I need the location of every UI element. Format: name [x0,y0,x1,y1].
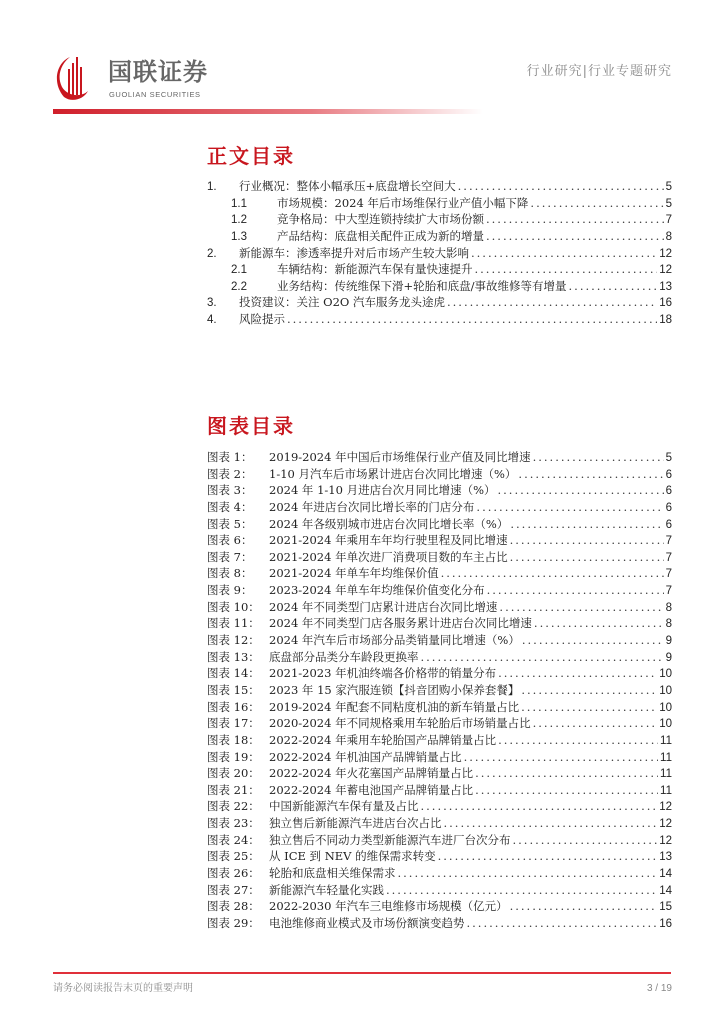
entry-title: 新能源汽车轻量化实践 [269,882,384,897]
entry-page: 16 [659,297,672,310]
dot-leader [464,749,658,765]
entry-page: 12 [659,818,672,831]
entry-number: 1.2 [231,214,247,227]
dot-leader [487,582,664,598]
entry-title: 2023 年 15 家汽服连锁【抖音团购小保养套餐】 [269,682,520,697]
dot-leader [498,665,657,681]
dot-leader [499,599,663,615]
toc-entry[interactable] [207,228,672,245]
entry-page: 6 [665,468,672,481]
entry-page: 7 [665,585,672,598]
dot-leader [476,499,663,515]
entry-page: 15 [659,901,672,914]
entry-number: 图表 19： [207,749,260,764]
figure-entry[interactable] [207,898,672,915]
entry-page: 6 [665,485,672,498]
entry-number: 图表 29： [207,915,260,930]
figure-entry[interactable] [207,565,672,582]
entry-page: 12 [659,801,672,814]
dot-leader [521,699,657,715]
dot-leader [458,178,664,194]
entry-title: 业务结构：传统维保下滑+轮胎和底盘/事故维修等有增量 [277,278,567,293]
entry-title: 从 ICE 到 NEV 的维保需求转变 [269,849,436,864]
toc-entry[interactable] [207,195,672,212]
entry-page: 12 [659,247,672,260]
footer-divider [53,972,671,974]
toc-entry[interactable] [207,178,672,195]
entry-page: 12 [659,834,672,847]
entry-title: 竞争格局：中大型连锁持续扩大市场份额 [277,212,484,227]
figure-entry[interactable] [207,865,672,882]
entry-number: 图表 7： [207,549,253,564]
entry-title: 2021-2024 年单次进厂消费项目数的车主占比 [269,549,508,564]
brand-name-en: GUOLIAN SECURITIES [109,90,201,99]
entry-title: 2021-2024 年乘用车年均行驶里程及同比增速 [269,533,508,548]
dot-leader [475,765,658,781]
entry-number: 4. [207,314,217,327]
dot-leader [533,449,664,465]
entry-title: 2024 年进店台次同比增长率的门店分布 [269,499,475,514]
entry-page: 18 [659,314,672,327]
entry-number: 图表 10： [207,599,260,614]
entry-title: 2021-2024 年单车年均维保价值 [269,566,439,581]
entry-number: 图表 21： [207,782,260,797]
entry-page: 8 [665,618,672,631]
toc-entry[interactable] [207,311,672,328]
entry-number: 图表 23： [207,816,260,831]
entry-page: 7 [665,568,672,581]
figure-entry[interactable] [207,466,672,483]
dot-leader [438,848,658,864]
entry-number: 图表 20： [207,766,260,781]
entry-page: 5 [665,197,672,210]
entry-number: 2.1 [231,264,247,277]
entry-number: 图表 3： [207,483,253,498]
entry-number: 1. [207,181,217,193]
entry-number: 图表 26： [207,866,260,881]
entry-title: 2024 年不同类型门店累计进店台次同比增速 [269,599,498,614]
toc-entry[interactable] [207,294,672,311]
entry-title: 2022-2024 年火花塞国产品牌销量占比 [269,766,474,781]
entry-page: 9 [665,651,672,664]
figure-entry[interactable] [207,615,672,632]
entry-number: 3. [207,297,217,310]
entry-page: 6 [665,518,672,531]
entry-number: 图表 27： [207,882,260,897]
figure-entry[interactable] [207,915,672,932]
dot-leader [530,195,663,211]
entry-title: 产品结构：底盘相关配件正成为新的增量 [277,228,484,243]
figure-entry[interactable] [207,715,672,732]
entry-number: 图表 8： [207,566,253,581]
entry-page: 6 [665,501,672,514]
dot-leader [534,615,664,631]
figure-entry[interactable] [207,549,672,566]
entry-title: 2024 年 1-10 月进店台次月同比增速（%） [269,483,496,498]
entry-title: 风险提示 [239,312,285,327]
entry-title: 2022-2024 年乘用车轮胎国产品牌销量占比 [269,732,497,747]
entry-title: 独立售后不同动力类型新能源汽车进厂台次分布 [269,832,511,847]
dot-leader [513,832,658,848]
entry-title: 2019-2024 年中国后市场维保行业产值及同比增速 [269,450,531,464]
entry-title: 电池维修商业模式及市场份额演变趋势 [269,915,465,930]
figure-entry[interactable] [207,749,672,766]
dot-leader [510,516,663,532]
entry-number: 2.2 [231,280,247,293]
figure-entry[interactable] [207,699,672,716]
figure-entry[interactable] [207,848,672,865]
entry-number: 图表 25： [207,849,260,864]
entry-page: 11 [660,768,672,781]
toc-entry[interactable] [207,278,672,295]
figure-entry[interactable] [207,732,672,749]
toc-entry[interactable] [207,211,672,228]
figure-entry[interactable] [207,782,672,799]
entry-title: 2024 年不同类型门店各服务累计进店台次同比增速 [269,616,532,631]
dot-leader [287,311,657,327]
entry-page: 11 [660,784,672,797]
dot-leader [386,882,657,898]
entry-title: 轮胎和底盘相关维保需求 [269,866,396,881]
entry-page: 7 [665,551,672,564]
dot-leader [510,898,658,914]
entry-page: 12 [659,264,672,277]
entry-number: 图表 4： [207,499,253,514]
dot-leader [510,532,664,548]
entry-number: 图表 12： [207,633,260,648]
entry-number: 图表 28： [207,899,260,914]
entry-title: 2021-2023 年机油终端各价格带的销量分布 [269,666,497,681]
entry-page: 11 [660,734,672,747]
toc-entry[interactable] [207,261,672,278]
dot-leader [421,649,664,665]
figure-entry[interactable] [207,665,672,682]
figure-entry[interactable] [207,582,672,599]
entry-page: 13 [659,280,672,293]
entry-title: 新能源车：渗透率提升对后市场产生较大影响 [239,245,469,260]
brand-name: 国联证券 [108,58,208,86]
figure-entry[interactable] [207,882,672,899]
figure-entry[interactable] [207,499,672,516]
entry-page: 9 [665,635,672,648]
entry-page: 10 [659,701,672,714]
entry-title: 车辆结构：新能源汽车保有量快速提升 [277,262,473,277]
dot-leader [498,732,658,748]
entry-page: 16 [659,917,672,930]
entry-number: 图表 6： [207,533,253,548]
entry-number: 图表 9： [207,583,253,598]
entry-number: 1.3 [231,230,247,243]
page-number: 3 / 19 [646,983,672,994]
dot-leader [447,294,657,310]
entry-title: 底盘部分品类分车龄段更换率 [269,649,419,664]
figure-entry[interactable] [207,832,672,849]
dot-leader [475,261,658,277]
dot-leader [486,228,664,244]
entry-title: 2024 年各级别城市进店台次同比增长率（%） [269,516,509,531]
figures-list [207,449,672,932]
entry-page: 5 [665,181,672,193]
toc-list [207,178,672,328]
toc-entry[interactable] [207,245,672,262]
entry-number: 1.1 [231,197,247,210]
entry-title: 2020-2024 年不同规格乘用车轮胎后市场销量占比 [269,716,531,731]
footer-disclaimer: 请务必阅读报告末页的重要声明 [53,983,193,994]
report-category: 行业研究|行业专题研究 [526,64,672,79]
figure-entry[interactable] [207,815,672,832]
entry-page: 14 [659,884,672,897]
figure-entry[interactable] [207,482,672,499]
entry-title: 2019-2024 年配套不同粘度机油的新车销量占比 [269,699,520,714]
dot-leader [569,278,658,294]
entry-page: 14 [659,868,672,881]
entry-title: 独立售后新能源汽车进店台次占比 [269,816,442,831]
entry-title: 市场规模：2024 年后市场维保行业产值小幅下降 [277,195,529,210]
dot-leader [421,798,658,814]
entry-number: 图表 1： [207,450,253,464]
dot-leader [475,782,658,798]
entry-page: 7 [665,214,672,227]
entry-page: 10 [659,668,672,681]
entry-number: 图表 16： [207,699,260,714]
guolian-logo-icon [52,53,92,101]
entry-number: 图表 17： [207,716,260,731]
entry-title: 行业概况：整体小幅承压+底盘增长空间大 [239,179,456,193]
entry-title: 中国新能源汽车保有量及占比 [269,799,419,814]
entry-title: 2022-2024 年机油国产品牌销量占比 [269,749,462,764]
figure-entry[interactable] [207,765,672,782]
figure-entry[interactable] [207,682,672,699]
entry-number: 图表 22： [207,799,260,814]
figure-entry[interactable] [207,516,672,533]
figure-entry[interactable] [207,532,672,549]
entry-page: 5 [665,452,672,464]
dot-leader [510,549,664,565]
dot-leader [398,865,658,881]
dot-leader [518,466,663,482]
dot-leader [441,565,664,581]
figure-entry[interactable] [207,449,672,466]
toc-title: 正文目录 [207,144,295,168]
entry-page: 10 [659,718,672,731]
entry-page: 7 [665,535,672,548]
figures-title: 图表目录 [207,414,295,438]
entry-page: 13 [659,851,672,864]
dot-leader [533,715,658,731]
entry-page: 8 [665,601,672,614]
entry-number: 图表 5： [207,516,253,531]
entry-title: 投资建议：关注 O2O 汽车服务龙头途虎 [239,295,445,310]
entry-page: 8 [665,230,672,243]
dot-leader [444,815,658,831]
dot-leader [498,482,664,498]
figure-entry[interactable] [207,798,672,815]
dot-leader [522,632,664,648]
entry-page: 10 [659,684,672,697]
figure-entry[interactable] [207,632,672,649]
dot-leader [467,915,658,931]
entry-title: 2022-2030 年汽车三电维修市场规模（亿元） [269,899,508,914]
figure-entry[interactable] [207,599,672,616]
entry-number: 图表 18： [207,732,260,747]
entry-title: 2023-2024 年单车年均维保价值变化分布 [269,583,485,598]
header-divider [53,109,483,114]
entry-title: 2024 年汽车后市场部分品类销量同比增速（%） [269,633,520,648]
dot-leader [486,211,664,227]
entry-number: 图表 14： [207,666,260,681]
entry-number: 图表 13： [207,649,260,664]
entry-title: 1-10 月汽车后市场累计进店台次同比增速（%） [269,466,517,481]
entry-number: 2. [207,247,217,260]
entry-number: 图表 15： [207,682,260,697]
dot-leader [521,682,657,698]
dot-leader [471,245,657,261]
entry-page: 11 [660,751,672,764]
figure-entry[interactable] [207,649,672,666]
entry-number: 图表 11： [207,616,260,631]
entry-title: 2022-2024 年蓄电池国产品牌销量占比 [269,782,474,797]
entry-number: 图表 24： [207,832,260,847]
entry-number: 图表 2： [207,466,253,481]
